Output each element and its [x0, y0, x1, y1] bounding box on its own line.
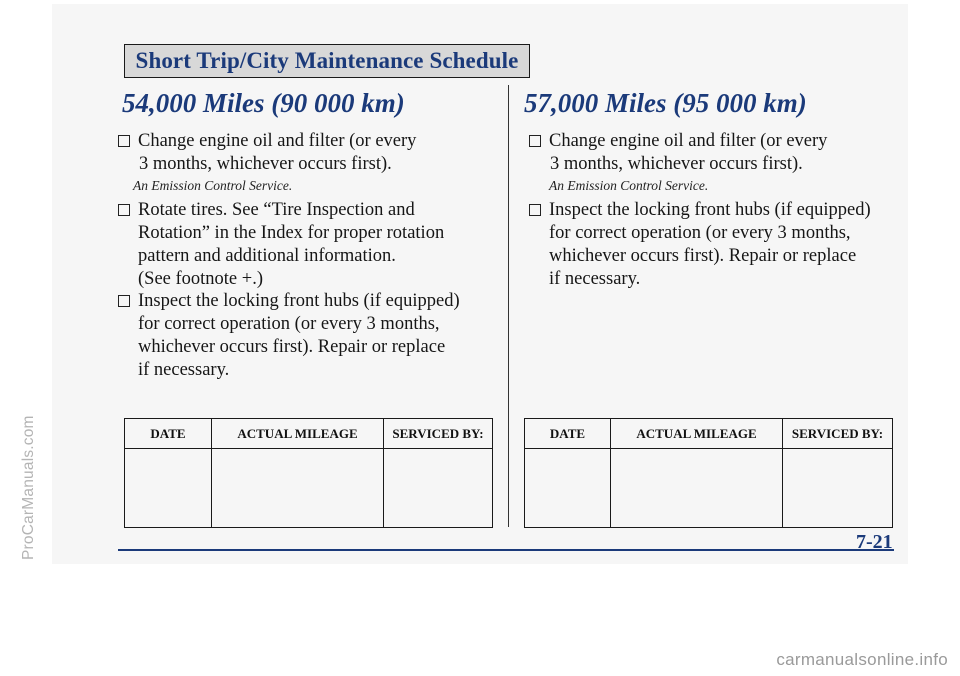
serviced-by-cell — [783, 449, 893, 528]
section-title-box — [124, 44, 530, 78]
checkbox-icon — [529, 204, 541, 216]
mileage-column-header: ACTUAL MILEAGE — [212, 419, 384, 449]
column-divider — [508, 85, 509, 527]
checkbox-icon — [529, 135, 541, 147]
footer-rule — [118, 549, 894, 551]
right-service-log-table — [524, 418, 893, 528]
right-mileage-heading: 57,000 Miles (95 000 km) — [524, 88, 807, 118]
mileage-cell — [212, 449, 384, 528]
left-service-log-table — [124, 418, 493, 528]
right-emission-note: An Emission Control Service. — [549, 178, 709, 193]
mileage-cell — [611, 449, 783, 528]
left-item-tires: Rotate tires. See “Tire Inspection and Rotation” in the Index for proper rotation pattern and additional information. (See footnote +.) — [118, 199, 503, 291]
date-cell — [125, 449, 212, 528]
serviced-by-column-header: SERVICED BY: — [783, 419, 893, 449]
mileage-column-header: ACTUAL MILEAGE — [611, 419, 783, 449]
right-item-oil: Change engine oil and filter (or every 3 months, whichever occurs first). — [529, 130, 899, 176]
footer-site-watermark: carmanualsonline.info — [776, 650, 948, 669]
page-number: 7-21 — [856, 531, 893, 553]
checkbox-icon — [118, 135, 130, 147]
left-item-hubs: Inspect the locking front hubs (if equipped) for correct operation (or every 3 months, whichever occurs first). Repair or replace if necessary. — [118, 290, 508, 382]
date-column-header: DATE — [125, 419, 212, 449]
checkbox-icon — [118, 204, 130, 216]
section-title: Short Trip/City Maintenance Schedule — [135, 48, 519, 73]
date-column-header: DATE — [525, 419, 611, 449]
left-emission-note: An Emission Control Service. — [133, 178, 293, 193]
right-item-hubs: Inspect the locking front hubs (if equipped) for correct operation (or every 3 months, whichever occurs first). Repair or replace if necessary. — [529, 199, 899, 291]
serviced-by-cell — [384, 449, 493, 528]
left-item-oil: Change engine oil and filter (or every 3 months, whichever occurs first). — [118, 130, 498, 176]
checkbox-icon — [118, 295, 130, 307]
serviced-by-column-header: SERVICED BY: — [384, 419, 493, 449]
date-cell — [525, 449, 611, 528]
left-mileage-heading: 54,000 Miles (90 000 km) — [122, 88, 405, 118]
